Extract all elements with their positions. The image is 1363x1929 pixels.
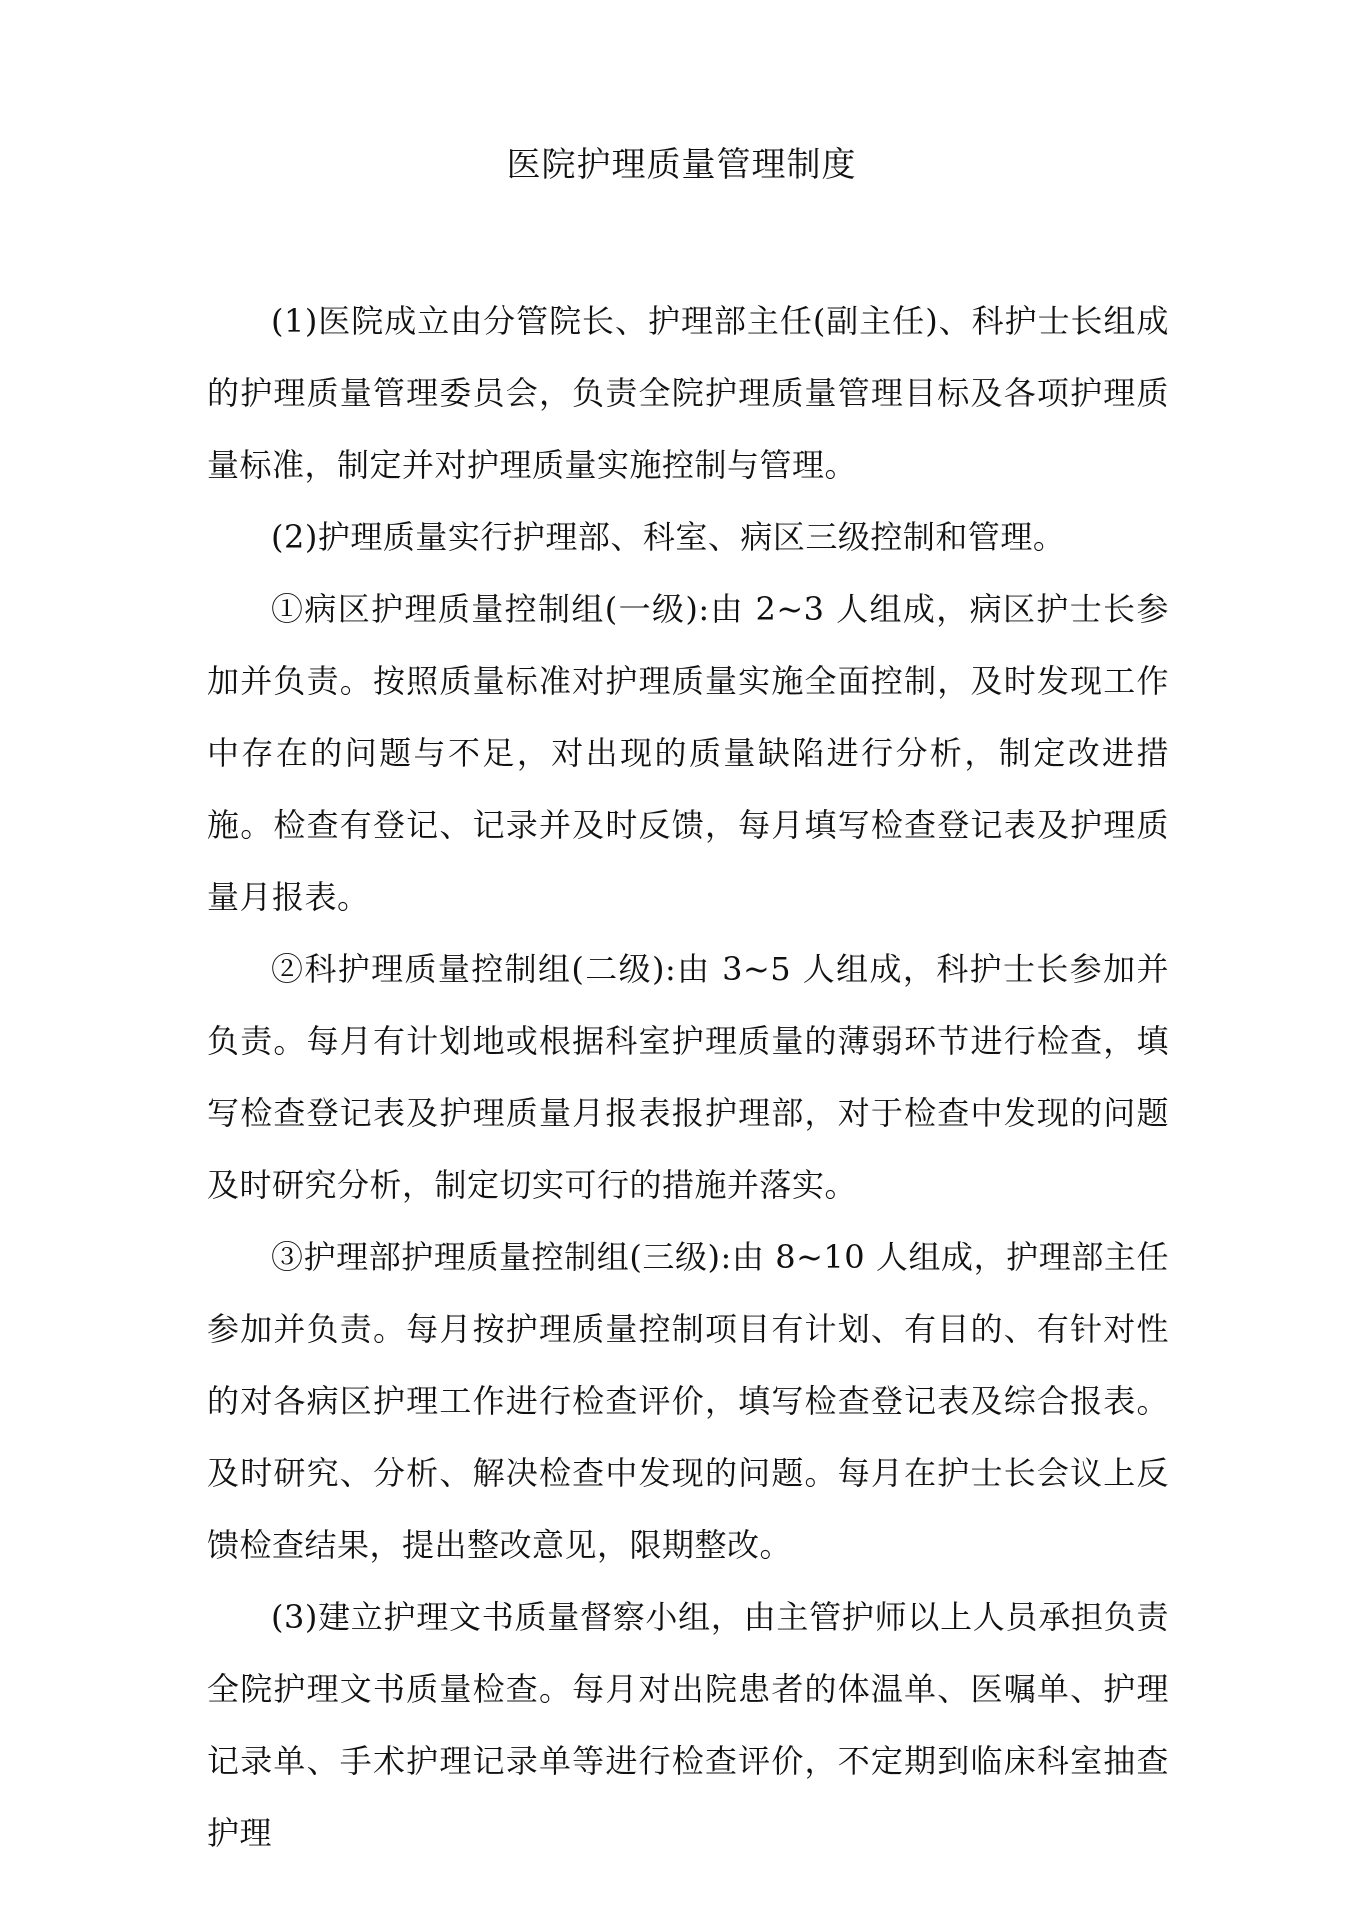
paragraph-4: ②科护理质量控制组(二级):由 3~5 人组成，科护士长参加并负责。每月有计划地或根据科室护理质量的薄弱环节进行检查，填写检查登记表及护理质量月报表报护理部，对于检查中发现的问题及时研究分析，制定切实可行的措施并落实。 — [207, 950, 1169, 1204]
paragraph-1: (1)医院成立由分管院长、护理部主任(副主任)、科护士长组成的护理质量管理委员会，负责全院护理质量管理目标及各项护理质量标准，制定并对护理质量实施控制与管理。 — [207, 302, 1169, 484]
paragraph-5: ③护理部护理质量控制组(三级):由 8~10 人组成，护理部主任参加并负责。每月按护理质量控制项目有计划、有目的、有针对性的对各病区护理工作进行检查评价，填写检查登记表及综合报表。及时研究、分析、解决检查中发现的问题。每月在护士长会议上反馈检查结果，提出整改意见，限期整改。 — [207, 1238, 1169, 1564]
paragraph-6: (3)建立护理文书质量督察小组，由主管护师以上人员承担负责全院护理文书质量检查。每月对出院患者的体温单、医嘱单、护理记录单、手术护理记录单等进行检查评价，不定期到临床科室抽查护理 — [207, 1598, 1169, 1852]
paragraph-2: (2)护理质量实行护理部、科室、病区三级控制和管理。 — [271, 518, 1066, 556]
document-body — [207, 285, 1169, 1869]
document-title: 医院护理质量管理制度 — [506, 145, 857, 185]
paragraph-3: ①病区护理质量控制组(一级):由 2~3 人组成，病区护士长参加并负责。按照质量标准对护理质量实施全面控制，及时发现工作中存在的问题与不足，对出现的质量缺陷进行分析，制定改进措施。检查有登记、记录并及时反馈，每月填写检查登记表及护理质量月报表。 — [207, 590, 1169, 916]
